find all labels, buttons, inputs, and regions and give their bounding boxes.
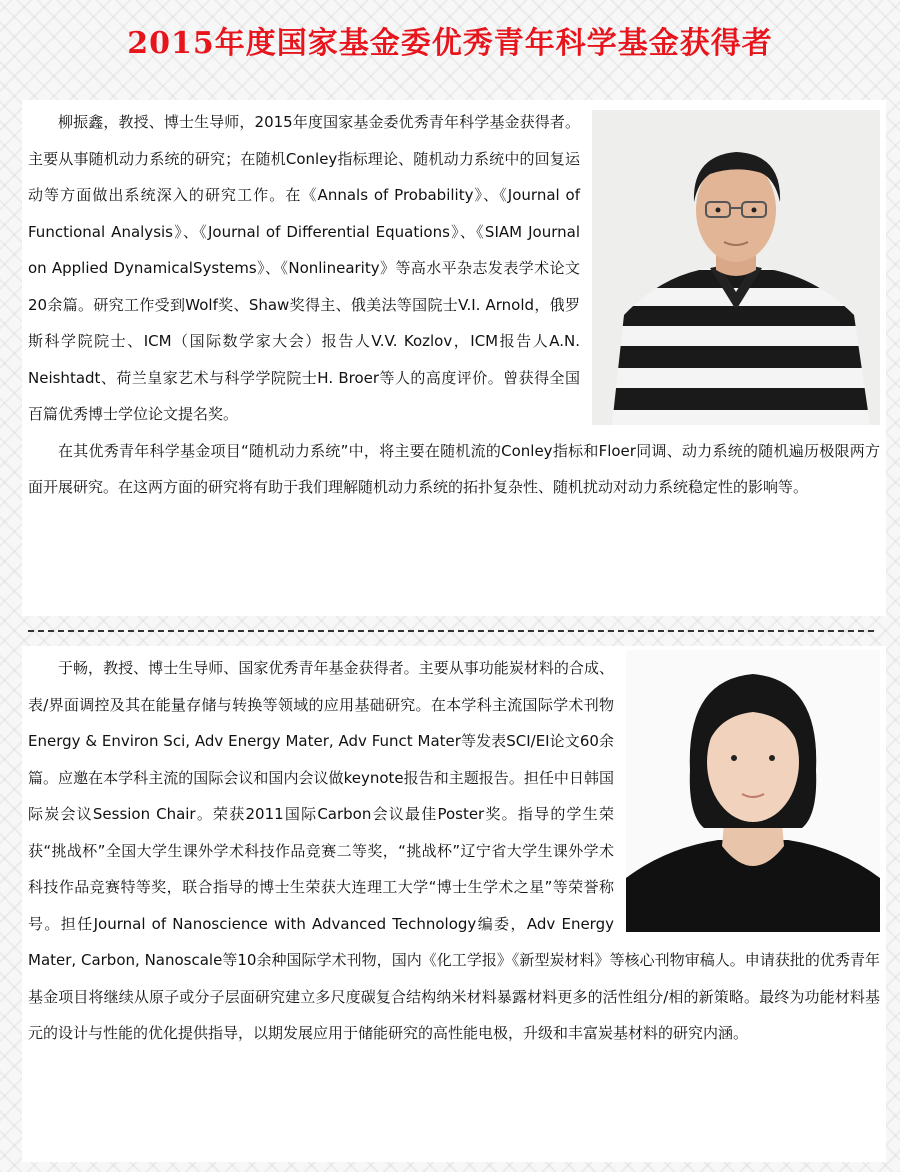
bio-paragraph-1: 柳振鑫，教授、博士生导师，2015年度国家基金委优秀青年科学基金获得者。主要从事随机动力系统的研究；在随机Conley指标理论、随机动力系统中的回复运动等方面做出系统深入的研究工作。在《Annals of Probability》、《Journal of Functional Analysis》、《Journal of Differential Equations》、《SIAM Journal on Applied DynamicalSystems》、《Nonlinearity》等高水平杂志发表学术论文20余篇。研究工作受到Wolf奖、Shaw奖得主、俄美法等国院士V.I. Arnold，俄罗斯科学院院士、ICM（国际数学家大会）报告人V.V. Kozlov，ICM报告人A.N. Neishtadt、荷兰皇家艺术与科学学院院士H. Broer等人的高度评价。曾获得全国百篇优秀博士学位论文提名奖。	[28, 113, 580, 423]
page-title: 2015年度国家基金委优秀青年科学基金获得者	[127, 26, 773, 61]
section-divider	[28, 630, 874, 632]
portrait-photo-2	[626, 650, 880, 932]
research-paragraph-1: 在其优秀青年科学基金项目“随机动力系统”中，将主要在随机流的Conley指标和Floer同调、动力系统的随机遍历极限两方面开展研究。在这两方面的研究将有助于我们理解随机动力系统的拓扑复杂性、随机扰动对动力系统稳定性的影响等。	[28, 441, 880, 496]
bio-paragraph-2: 于畅，教授、博士生导师、国家优秀青年基金获得者。主要从事功能炭材料的合成、表/界面调控及其在能量存储与转换等领域的应用基础研究。在本学科主流国际学术刊物Energy & Environ Sci, Adv Energy Mater, Adv Funct Mater等发表SCI/EI论文60余篇。应邀在本学科主流的国际会议和国内会议做keynote报告和主题报告。担任中日韩国际炭会议Session Chair。荣获2011国际Carbon会议最佳Poster奖。指导的学生荣获“挑战杯”全国大学生课外学术科技作品竞赛二等奖，“挑战杯”辽宁省大学生课外学术科技作品竞赛特等奖，联合指导的博士生荣获大连理工大学“博士生学术之星”等荣誉称号。担任Journal of Nanoscience with Advanced Technology编委，Adv Energy Mater, Carbon, Nanoscale等10余种国际学术刊物，国内《化工学报》《新型炭材料》等核心刊物审稿人。申请获批的优秀青年基金项目将继续从原子或分子层面研究建立多尺度碳复合结构纳米材料暴露材料更多的活性组分/相的新策略。最终为功能材料基元的设计与性能的优化提供指导，以期发展应用于储能研究的高性能电极，升级和丰富炭基材料的研究内涵。	[28, 659, 880, 1042]
awardee-section-1	[28, 104, 880, 506]
portrait-photo-1	[592, 110, 880, 425]
awardee-section-2	[28, 650, 880, 1052]
